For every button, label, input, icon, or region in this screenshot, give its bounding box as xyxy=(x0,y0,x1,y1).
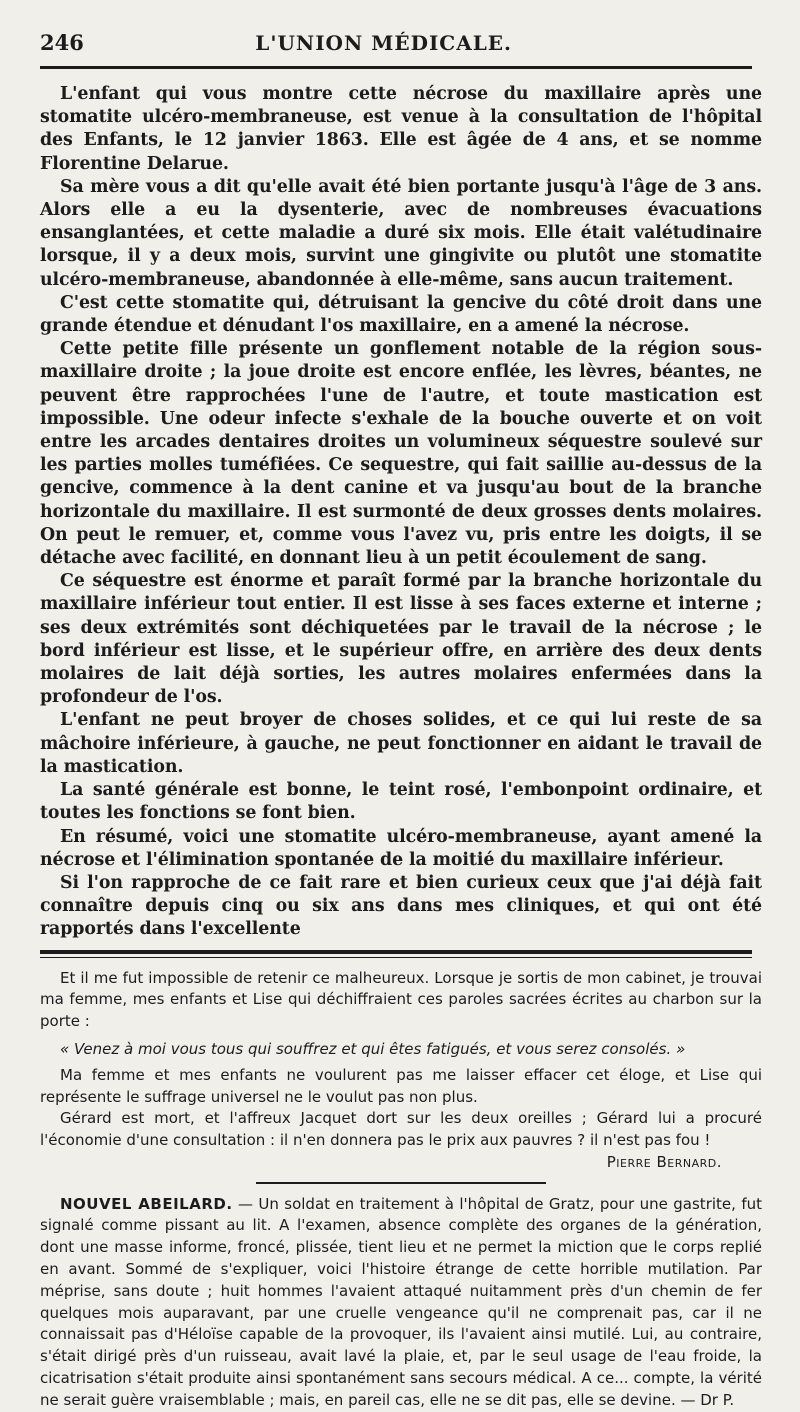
article-paragraph: L'enfant qui vous montre cette nécrose du maxillaire après une stomatite ulcéro-membraneuse, est venue à la consultation de l'hôpital des Enfants, le 12 janvier 1863. Elle est âgée de 4 ans, et se nomme Florentine Delarue. xyxy=(40,84,762,174)
center-divider xyxy=(256,1182,546,1184)
section-divider xyxy=(40,950,752,958)
feuilleton-paragraph: Gérard est mort, et l'affreux Jacquet dort sur les deux oreilles ; Gérard lui a procuré l'économie d'une consultation : il n'en donnera pas le prix aux pauvres ? il n'est pas fou ! xyxy=(40,1109,762,1150)
running-title: L'UNION MÉDICALE. xyxy=(255,31,512,55)
news-body: — Un soldat en traitement à l'hôpital de Gratz, pour une gastrite, fut signalé comme pissant au lit. A l'examen, absence complète des organes de la génération, dont une masse informe, froncé, plissée, tient lieu et ne permet la miction que le corps replié en avant. Sommé de s'expliquer, voici l'histoire étrange de cette horrible mutilation. Par méprise, sans doute ; huit hommes l'avaient attaqué nuitamment près d'un chemin de fer quelques mois auparavant, par une cruelle vengeance qu'il ne comprenait pas, car il ne connaissait pas d'Héloïse capable de la provoquer, ils l'avaient ainsi mutilé. Lui, au contraire, s'était dirigé près d'un ruisseau, avait lavé la plaie, et, par le seul usage de l'eau froide, la cicatrisation s'était produite ainsi spontanément sans secours médical. A ce... compte, la vérité ne serait guère vraisemblable ; mais, en pareil cas, elle ne se dit pas, elle se devine. — Dr P. xyxy=(40,1194,762,1409)
feuilleton-section xyxy=(40,968,762,1412)
feuilleton-paragraph: Ma femme et mes enfants ne voulurent pas me laisser effacer cet éloge, et Lise qui représente le suffrage universel ne le voulut pas non plus. xyxy=(40,1065,762,1106)
feuilleton-paragraph: Et il me fut impossible de retenir ce malheureux. Lorsque je sortis de mon cabinet, je trouvai ma femme, mes enfants et Lise qui déchiffraient ces paroles sacrées écrites au charbon sur la porte : xyxy=(40,968,762,1031)
article-paragraph: Sa mère vous a dit qu'elle avait été bien portante jusqu'à l'âge de 3 ans. Alors elle a eu la dysenterie, avec de nombreuses évacuations ensanglantées, et cette maladie a duré six mois. Elle était valétudinaire lorsque, il y a deux mois, survint une gingivite ou plutôt une stomatite ulcéro-membraneuse, abandonnée à elle-même, sans aucun traitement. xyxy=(40,176,762,290)
article-paragraph: Ce séquestre est énorme et paraît formé par la branche horizontale du maxillaire inférieur tout entier. Il est lisse à ses faces externe et interne ; ses deux extrémités sont déchiquetées par le travail de la nécrose ; le bord inférieur est lisse, et le supérieur offre, en arrière des deux dents molaires de lait déjà sorties, les autres molaires enfermées dans la profondeur de l'os. xyxy=(40,571,762,708)
article-paragraph: L'enfant ne peut broyer de choses solides, et ce qui lui reste de sa mâchoire inférieure, à gauche, ne peut fonctionner en aidant le travail de la mastication. xyxy=(40,710,762,777)
header-rule xyxy=(40,66,752,69)
article-paragraph: C'est cette stomatite qui, détruisant la gencive du côté droit dans une grande étendue et dénudant l'os maxillaire, en a amené la nécrose. xyxy=(40,292,762,337)
article-paragraph: Cette petite fille présente un gonflement notable de la région sous-maxillaire droite ; la joue droite est encore enflée, les lèvres, béantes, ne peuvent être rapprochées l'une de l'autre, et toute mastication est impossible. Une odeur infecte s'exhale de la bouche ouverte et on voit entre les arcades dentaires droites un volumineux séquestre soulevé sur les parties molles tuméfiées. Ce sequestre, qui fait saillie au-dessus de la gencive, commence à la dent canine et va jusqu'au bout de la branche horizontale du maxillaire. Il est surmonté de deux grosses dents molaires. On peut le remuer, et, comme vous l'avez vu, pris entre les doigts, il se détache avec facilité, en donnant lieu à un petit écoulement de sang. xyxy=(40,339,762,569)
news-item xyxy=(40,1194,762,1412)
article-paragraph: En résumé, voici une stomatite ulcéro-membraneuse, ayant amené la nécrose et l'élimination spontanée de la moitié du maxillaire inférieur. xyxy=(40,826,762,870)
page-header xyxy=(40,30,762,64)
article-paragraph: Si l'on rapproche de ce fait rare et bien curieux ceux que j'ai déjà fait connaître depuis cinq ou six ans dans mes cliniques, et qui ont été rapportés dans l'excellente xyxy=(40,872,762,940)
page-number: 246 xyxy=(40,30,84,55)
author-signature: Pierre Bernard. xyxy=(606,1152,722,1171)
inscription-quote: « Venez à moi vous tous qui souffrez et qui êtes fatigués, et vous serez consolés. » xyxy=(60,1039,686,1058)
news-heading: NOUVEL ABEILARD. xyxy=(60,1194,233,1213)
article-body xyxy=(40,83,762,942)
article-paragraph: La santé générale est bonne, le teint rosé, l'embonpoint ordinaire, et toutes les fonctions se font bien. xyxy=(40,780,762,824)
